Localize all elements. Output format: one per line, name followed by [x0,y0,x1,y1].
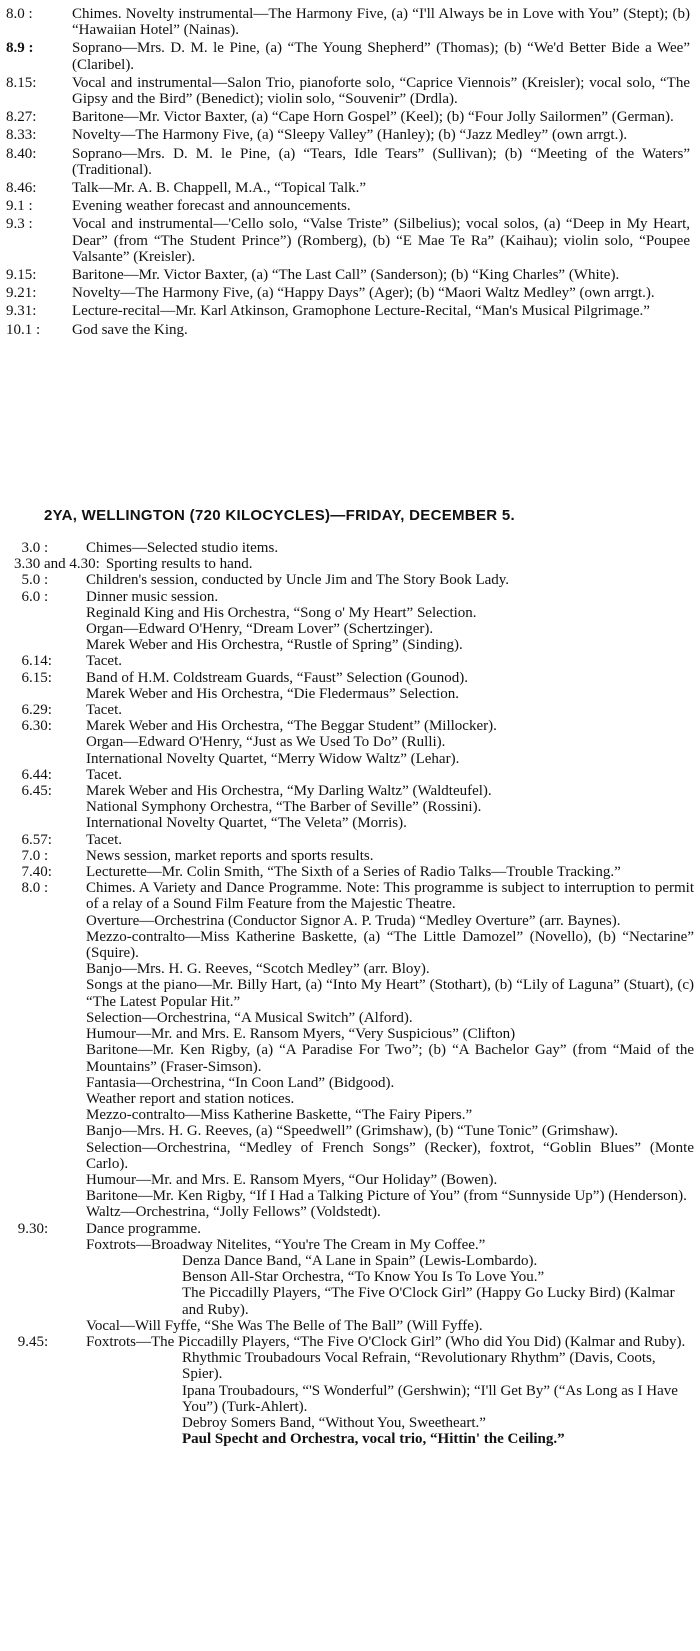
entry-time: 3.0 : [21,540,49,556]
entry-line: Banjo—Mrs. H. G. Reeves, (a) “Speedwell” (Grimshaw), (b) “Tune Tonic” (Grimshaw). [86,1123,619,1140]
entry-time: 8.33: [6,127,37,144]
schedule-entry [6,109,690,125]
entry-line: Band of H.M. Coldstream Guards, “Faust” Selection (Gounod). [86,669,469,686]
entry-line: Songs at the piano—Mr. Billy Hart, (a) “Into My Heart” (Stothart), (b) “Lily of Laguna” (Stuart), (c) “The Latest Popular Hit.” [86,977,694,1010]
entry-line: Organ—Edward O'Henry, “Just as We Used To Do” (Rulli). [86,734,446,751]
entry-line: Marek Weber and His Orchestra, “My Darling Waltz” (Waldteufel). [86,783,492,800]
entry-line: Selection—Orchestrina, “A Musical Switch” (Alford). [86,1009,413,1026]
entry-line: Debroy Somers Band, “Without You, Sweetheart.” [182,1414,486,1431]
entry-line: Banjo—Mrs. H. G. Reeves, “Scotch Medley” (arr. Bloy). [86,961,430,978]
entry-line: Humour—Mr. and Mrs. E. Ransom Myers, “Our Holiday” (Bowen). [86,1171,498,1188]
entry-time: 3.30 and 4.30: [14,556,100,573]
entry-description: Baritone—Mr. Victor Baxter, (a) “The Last Call” (Sanderson); (b) “King Charles” (White). [72,267,620,284]
entry-line: Tacet. [86,702,123,719]
entry-line: Marek Weber and His Orchestra, “Rustle of Spring” (Sinding). [86,637,463,654]
entry-line: Rhythmic Troubadours Vocal Refrain, “Revolutionary Rhythm” (Davis, Coots, Spier). [182,1350,656,1383]
schedule-entry [14,540,694,556]
entry-time: 7.40: [21,864,52,881]
entry-time: 8.0 : [21,880,49,897]
entry-line: Reginald King and His Orchestra, “Song o' My Heart” Selection. [86,604,477,621]
schedule-section-1yz [6,6,690,340]
entry-line: The Piccadilly Players, “The Five O'Clock Girl” (Happy Go Lucky Bird) (Kalmar and Ruby). [182,1285,675,1318]
entry-time: 6.15: [21,669,52,686]
entry-time: 9.30: [17,1220,49,1237]
entry-line: Dance programme. [86,1220,201,1237]
schedule-entry [6,198,690,214]
entry-line: Waltz—Orchestrina, “Jolly Fellows” (Voldstedt). [86,1204,381,1221]
schedule-entry [14,864,694,880]
entry-time: 8.40: [6,145,37,162]
entry-description: Lecture-recital—Mr. Karl Atkinson, Gramophone Lecture-Recital, “Man's Musical Pilgrimage.” [72,303,650,320]
entry-description: Evening weather forecast and announcements. [72,198,351,215]
schedule-entry [6,216,690,265]
schedule-entry [14,702,694,718]
entry-time: 7.0 : [21,847,49,864]
entry-description: God save the King. [72,321,188,338]
entry-line: Vocal—Will Fyffe, “She Was The Belle of The Ball” (Will Fyffe). [86,1317,483,1334]
entry-line: National Symphony Orchestra, “The Barber of Seville” (Rossini). [86,799,482,816]
entry-line: Children's session, conducted by Uncle Jim and The Story Book Lady. [86,572,510,589]
schedule-entry [6,303,690,319]
entry-time: 6.45: [21,783,52,800]
entry-time: 9.15: [6,267,37,284]
schedule-entry [14,653,694,669]
entry-description: Novelty—The Harmony Five, (a) “Happy Days” (Ager); (b) “Maori Waltz Medley” (own arrgt.). [72,285,655,302]
schedule-entry [6,285,690,301]
entry-line: Tacet. [86,653,123,670]
schedule-entry [6,40,690,72]
schedule-entry [14,718,694,767]
entry-time: 8.15: [6,74,37,91]
entry-description: Talk—Mr. A. B. Chappell, M.A., “Topical Talk.” [72,180,367,197]
entry-time: 10.1 : [6,321,41,338]
schedule-entry [6,127,690,143]
entry-time: 6.29: [21,702,52,719]
entry-time: 5.0 : [21,572,49,589]
entry-continuation [14,1318,694,1334]
entry-line: Denza Dance Band, “A Lane in Spain” (Lewis-Lombardo). [182,1252,538,1269]
schedule-entry [14,556,694,572]
entry-line: Humour—Mr. and Mrs. E. Ransom Myers, “Very Suspicious” (Clifton) [86,1026,516,1043]
schedule-entry [14,767,694,783]
entry-line: Overture—Orchestrina (Conductor Signor A. P. Truda) “Medley Overture” (arr. Baynes). [86,912,621,929]
entry-line: Mezzo-contralto—Miss Katherine Baskette, “The Fairy Pipers.” [86,1107,473,1124]
entry-line: Foxtrots—Broadway Nitelites, “You're The Cream in My Coffee.” [86,1236,486,1253]
entry-line: Baritone—Mr. Ken Rigby, “If I Had a Talking Picture of You” (from “Sunnyside Up”) (Henderson). [86,1188,687,1205]
schedule-entry [6,267,690,283]
entry-time: 9.3 : [6,216,33,233]
entry-line: International Novelty Quartet, “Merry Widow Waltz” (Lehar). [86,750,460,767]
schedule-entry [6,75,690,107]
schedule-entry [14,572,694,588]
entry-time: 6.57: [21,831,52,848]
entry-description: Soprano—Mrs. D. M. le Pine, (a) “Tears, Idle Tears” (Sullivan); (b) “Meeting of the Waters” (Traditional). [72,145,690,178]
entry-line: Lecturette—Mr. Colin Smith, “The Sixth of a Series of Radio Talks—Trouble Tracking.” [86,864,621,881]
entry-time: 9.31: [6,303,37,320]
entry-line: News session, market reports and sports results. [86,847,374,864]
schedule-entry [14,832,694,848]
entry-line: Sporting results to hand. [105,556,253,573]
entry-time: 9.45: [17,1333,49,1350]
entry-time: 6.30: [21,718,52,735]
entry-line: Ipana Troubadours, “'S Wonderful” (Gershwin); “I'll Get By” (“As Long as I Have You”) (Turk-Ahlert). [182,1382,678,1415]
entry-description: Chimes. Novelty instrumental—The Harmony Five, (a) “I'll Always be in Love with You” (Stept); (b) “Hawaiian Hotel” (Nainas). [72,6,690,39]
entry-continuation [14,1350,694,1431]
schedule-entry [14,589,694,605]
entry-time: 9.1 : [6,198,33,215]
schedule-entry [14,1334,694,1350]
entry-line: Mezzo-contralto—Miss Katherine Baskette, (a) “The Little Damozel” (Novello), (b) “Nectarine” (Squire). [86,928,694,962]
station-heading: 2YA, WELLINGTON (720 KILOCYCLES)—FRIDAY, DECEMBER 5. [44,507,515,524]
entry-line: Dinner music session. [86,588,219,605]
entry-description: Baritone—Mr. Victor Baxter, (a) “Cape Horn Gospel” (Keel); (b) “Four Jolly Sailormen” (German). [72,109,674,126]
entry-line: International Novelty Quartet, “The Veleta” (Morris). [86,815,407,832]
entry-time: 8.0 : [6,6,33,22]
entry-time: 6.14: [21,653,52,670]
entry-continuation [14,1431,694,1447]
entry-time: 6.44: [21,766,52,783]
entry-description: Vocal and instrumental—Salon Trio, pianoforte solo, “Caprice Viennois” (Kreisler); vocal solo, “The Gipsy and the Bird” (Benedict); violin solo, “Souvenir” (Drdla). [72,74,690,108]
schedule-entry [14,1221,694,1253]
entry-continuation [14,913,694,1221]
entry-time: 8.46: [6,180,37,197]
entry-line: Selection—Orchestrina, “Medley of French Songs” (Recker), foxtrot, “Goblin Blues” (Monte Carlo). [86,1139,694,1172]
entry-line: Organ—Edward O'Henry, “Dream Lover” (Schertzinger). [86,621,434,638]
schedule-entry [6,180,690,196]
entry-line: Chimes—Selected studio items. [86,540,279,556]
schedule-entry [6,6,690,38]
entry-line: Weather report and station notices. [86,1090,295,1107]
entry-line: Marek Weber and His Orchestra, “Die Fledermaus” Selection. [86,685,459,702]
schedule-entry [14,783,694,832]
entry-line: Tacet. [86,831,123,848]
schedule-entry [6,322,690,338]
entry-time: 8.9 : [6,40,34,57]
entry-description: Novelty—The Harmony Five, (a) “Sleepy Valley” (Hanley); (b) “Jazz Medley” (own arrgt.). [72,127,628,144]
entry-line: Tacet. [86,766,123,783]
entry-line: Fantasia—Orchestrina, “In Coon Land” (Bidgood). [86,1074,395,1091]
entry-time: 6.0 : [21,588,49,605]
entry-line: Paul Specht and Orchestra, vocal trio, “Hittin' the Ceiling.” [182,1431,565,1448]
entry-time: 8.27: [6,109,37,126]
schedule-entry [14,848,694,864]
entry-line: Baritone—Mr. Ken Rigby, (a) “A Paradise For Two”; (b) “A Bachelor Gay” (from “Maid of the Mountains” (Fraser-Simson). [86,1042,694,1075]
entry-line: Benson All-Star Orchestra, “To Know You Is To Love You.” [182,1269,545,1286]
entry-line: Chimes. A Variety and Dance Programme. Note: This programme is subject to interruption to permit of a relay of a Sound Film Feature from the Majestic Theatre. [86,880,694,913]
entry-description: Soprano—Mrs. D. M. le Pine, (a) “The Young Shepherd” (Thomas); (b) “We'd Better Bide a Wee” (Claribel). [72,40,690,73]
entry-description: Vocal and instrumental—'Cello solo, “Valse Triste” (Silbelius); vocal solos, (a) “Deep in My Heart, Dear” (from “The Student Prince”) (Romberg), (b) “E Mae Te Ra” (Kaihau); violin solo, “Poupee Valsante” (Kreisler). [72,216,690,265]
schedule-entry [14,880,694,912]
entry-continuation [14,605,694,654]
entry-continuation [14,1253,694,1318]
schedule-entry [14,670,694,702]
entry-time: 9.21: [6,285,37,302]
entry-line: Foxtrots—The Piccadilly Players, “The Five O'Clock Girl” (Who did You Did) (Kalmar and Ruby). [86,1333,686,1350]
schedule-entry [6,146,690,178]
entry-line: Marek Weber and His Orchestra, “The Beggar Student” (Millocker). [86,718,497,735]
schedule-section-2ya [14,540,694,1447]
